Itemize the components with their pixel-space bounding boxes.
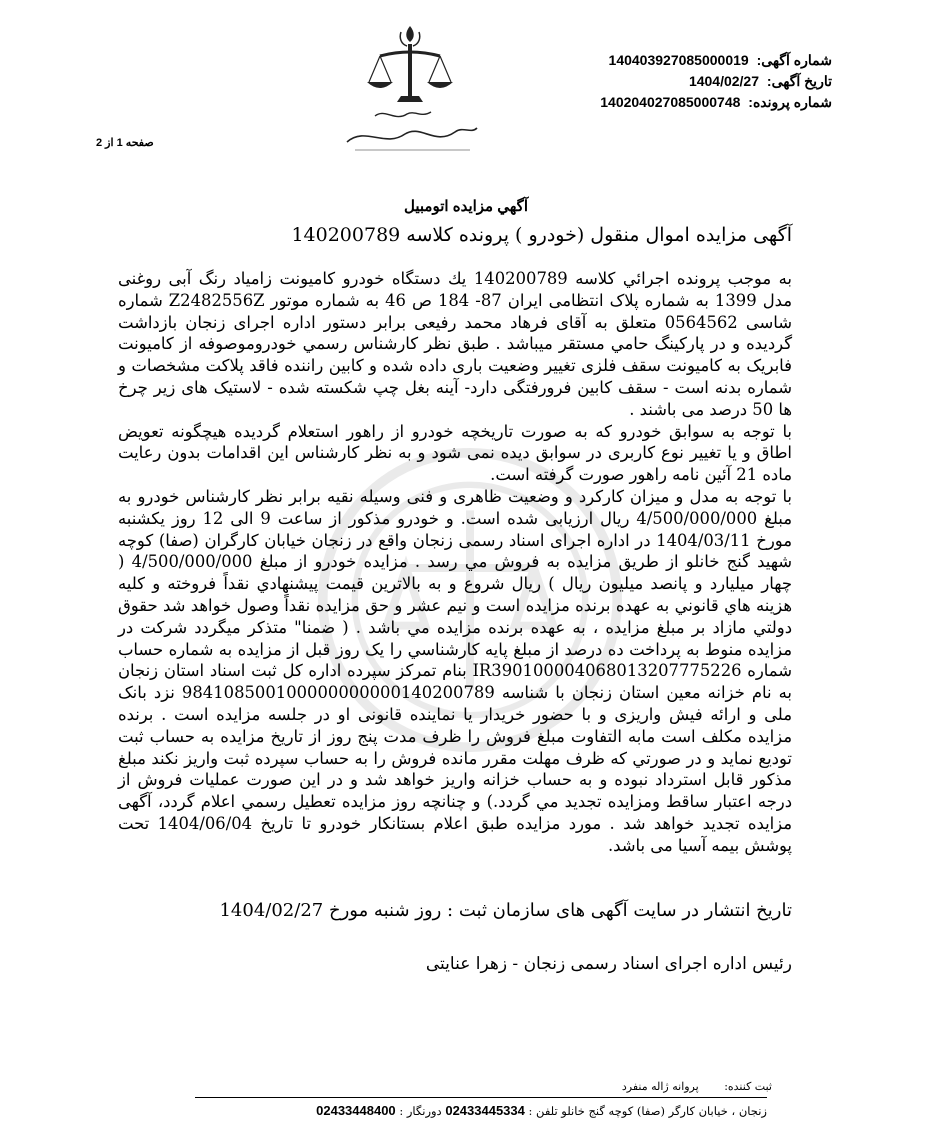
document-subtitle: آگهی مزایده اموال منقول (خودرو ) پرونده کلاسه 140200789 bbox=[291, 224, 792, 246]
judiciary-emblem-logo bbox=[335, 22, 485, 157]
body-paragraph-history: با توجه به سوابق خودرو که به صورت تاریخچه خودرو از راهور استعلام گردیده هیچگونه تعویض اطاق و یا تغییر نوع کاربری در سوابق دیده نمی شود و به نظر کارشناس این اقدامات بدون رعایت ماده 21 آئین نامه راهور صورت گرفته است. bbox=[118, 421, 792, 485]
ad-number-row bbox=[472, 50, 832, 71]
case-number-row bbox=[472, 92, 832, 113]
fax-number: 02433448400 bbox=[316, 1103, 396, 1118]
header-meta bbox=[472, 50, 832, 113]
ad-number: 140403927085000019 bbox=[608, 52, 749, 68]
case-number: 140204027085000748 bbox=[600, 94, 741, 110]
signatory: رئیس اداره اجرای اسناد رسمی زنجان - زهرا عنایتی bbox=[425, 954, 792, 974]
phone-number: 02433445334 bbox=[445, 1103, 525, 1118]
page-number: صفحه 1 از 2 bbox=[96, 137, 154, 149]
document-body bbox=[118, 268, 792, 857]
document-title: آگهي مزايده اتومبيل bbox=[404, 198, 528, 215]
address-text: زنجان ، خیابان کارگر (صفا) کوچه گنج خانلو تلفن : bbox=[528, 1104, 767, 1118]
body-paragraph-auction-terms: با توجه به مدل و میزان کارکرد و وضعیت ظاهری و فنی وسیله نقیه برابر نظر کارشناس خودرو به مبلغ 4/500/000/000 ریال ارزیابی شده است. و خودرو مذکور از ساعت 9 الی 12 روز يکشنبه مورخ 1404/03/11 در اداره اجرای اسناد رسمی زنجان واقع در زنجان خیابان کارگران (صفا) کوچه شهید گنج خانلو از طریق مزایده به فروش مي رسد . مزایده خودرو از مبلغ 4/500/000/000 ( چهار میلیارد و پانصد میلیون ریال ) ريال شروع و به بالاترين قيمت پيشنهادي نقداً فروخته و كليه هزينه هاي قانوني به عهده برنده مزايده است و نيم عشر و حق مزايده نقداً وصول خواهد شد حقوق دولتي مازاد بر مبلغ مزايده ، به عهده برنده مزايده مي باشد . ( ضمنا" متذکر میگردد شرکت در مزایده منوط به پرداخت ده درصد از مبلغ پایه کارشناسي را یک روز قبل از مزایده به شماره حساب شماره IR390100004068013207775226 بنام تمرکز سپرده اداره کل ثبت اسناد استان زنجان به نام خزانه معين استان زنجان با شناسه 984108500100000000000140200789 نزد بانک ملی و ارائه فیش واریزی و با حضور خریدار یا نماینده قانونی او در جلسه مزایده است . برنده مزایده مکلف است مابه التفاوت مبلغ فروش را ظرف مدت پنج روز از تاریخ مزایده به حساب ثبت توديع نمايد و در صورتي كه ظرف مهلت مقرر مانده فروش را به حساب سپرده ثبت واريز نكند مبلغ مذكور قابل استرداد نبوده و به حساب خزانه واریز خواهد شد و در این صورت عملیات فروش از درجه اعتبار ساقط ومزایده تجدید مي گردد.) و چنانچه روز مزایده تعطيل رسمي اعلام گردد، آگهی مزایده تجدید خواهد شد . مورد مزایده طبق اعلام بستانکار خودرو تا تاریخ 1404/06/04 تحت پوشش بیمه آسیا می باشد. bbox=[118, 486, 793, 855]
ad-date-label: تاریخ آگهی: bbox=[766, 73, 832, 89]
ad-date-row bbox=[472, 71, 832, 92]
case-number-label: شماره پرونده: bbox=[748, 94, 832, 110]
fax-label: دورنگار : bbox=[399, 1104, 442, 1118]
body-paragraph-vehicle: به موجب پرونده اجرائي كلاسه 140200789 يك دستگاه خودرو كاميونت زامياد رنگ آبی روغنی مدل 1399 به شماره پلاک انتظامی ایران 87- 184 ص 46 به شماره موتور Z2482556Z شماره شاسی 0564562 متعلق به آقای فرهاد محمد رفیعی برابر دستور اداره اجرای زنجان بازداشت گردیده و در پارکینگ حامي مستقر ميباشد . طبق نظر کارشناس رسمي خودروموصوفه از کامیونت فابریک به کامیونت سقف فلزی تغییر وضعیت باری داده شده و کابین راننده فاقد پلاکت مشخصات و شماره بدنه است - سقف کابین فرورفتگی دارد- آینه بغل چپ شکسته شده - لاستیک های زیر چرخ ها 50 درصد می باشند . bbox=[118, 269, 793, 419]
registrar-label: ثبت کننده: bbox=[724, 1080, 772, 1093]
footer-address bbox=[316, 1103, 767, 1118]
ad-date: 1404/02/27 bbox=[688, 73, 760, 89]
footer-divider bbox=[195, 1097, 767, 1098]
ad-number-label: شماره آگهی: bbox=[756, 52, 832, 68]
registrar-name: پروانه ژاله منفرد bbox=[621, 1080, 699, 1093]
footer-registrar bbox=[622, 1080, 772, 1093]
publication-date: تاریخ انتشار در سایت آگهی های سازمان ثبت : روز شنبه مورخ 1404/02/27 bbox=[219, 900, 792, 921]
